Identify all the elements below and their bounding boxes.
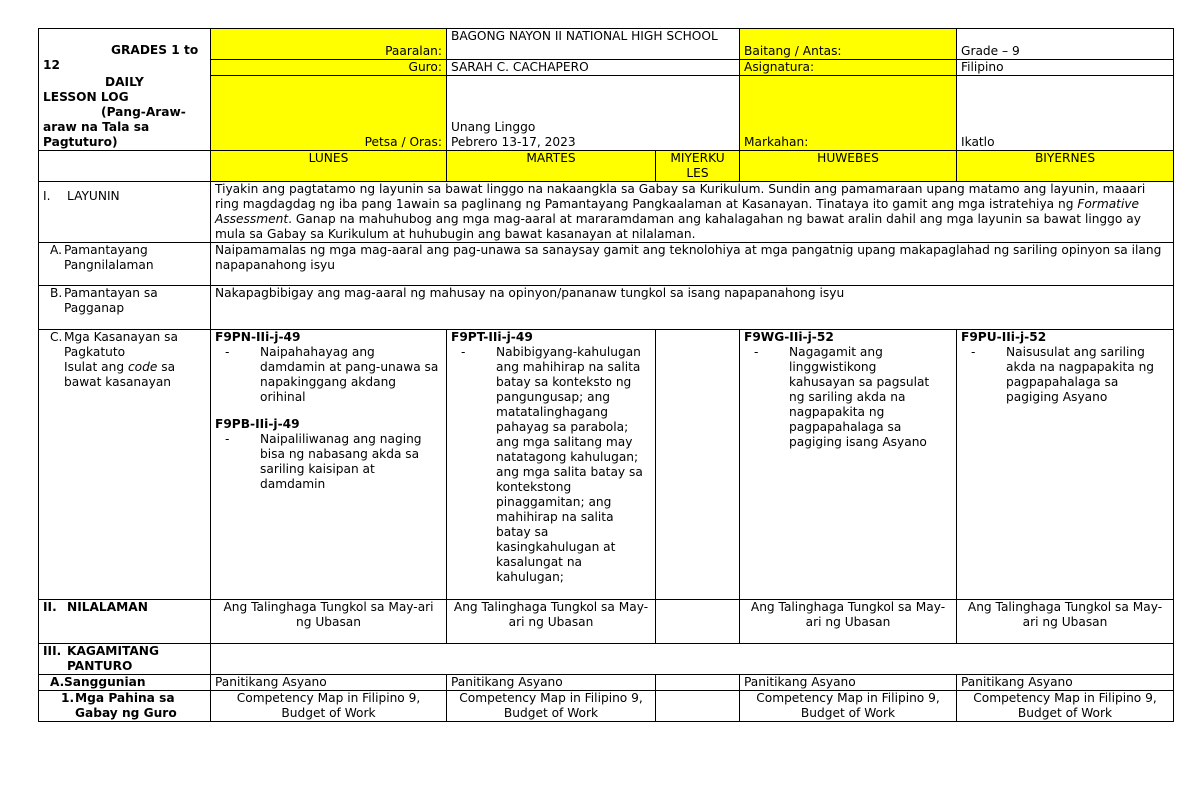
- nilalaman-huwebes: Ang Talinghaga Tungkol sa May-ari ng Ubasan: [740, 600, 957, 644]
- kasanayan-label: [39, 330, 211, 600]
- layunin-title: LAYUNIN: [67, 189, 120, 203]
- dll-title-cell: [39, 29, 211, 151]
- ks-number: C.: [50, 330, 63, 344]
- pahina-miyerkules: [656, 691, 740, 722]
- sanggunian-title: Sanggunian: [64, 675, 146, 689]
- ks-title-1: Mga Kasanayan sa: [64, 330, 178, 344]
- day-header-miyerkules: [656, 151, 740, 182]
- martes-code: F9PT-IIi-j-49: [451, 330, 533, 344]
- pg-title-1: Pamantayan sa: [64, 286, 158, 300]
- huwebes-item: - Nagagamit ang linggwistikong kahusayan sa pagsulat ng sariling akda na nagpapakita ng pagpapahalaga sa pagiging isang Asyano: [754, 345, 952, 450]
- pg-number: B.: [50, 286, 63, 300]
- sanggunian-miyerkules: [656, 675, 740, 691]
- nilalaman-number: II.: [43, 600, 57, 614]
- martes-item: - Nabibigyang-kahulugan ang mahihirap na salita batay sa konteksto ng pangungusap; ang matatalinghagang pahayag sa parabola; ang mga salitang may natatagong kahulugan; ang mga salita batay sa kontekstong pinaggamitan; ang mahihirap na salita batay sa kasingkahulugan at kasalungat na kahulugan;: [461, 345, 651, 585]
- kasanayan-martes: [447, 330, 656, 600]
- sanggunian-biyernes: Panitikang Asyano: [957, 675, 1174, 691]
- asignatura-value: Filipino: [957, 60, 1174, 76]
- kagamitan-number: III.: [43, 644, 62, 658]
- pamantayan-pagganap-label: [39, 286, 211, 330]
- pamantayang-pangnilalaman-label: [39, 243, 211, 286]
- ks-sub-italic: code: [127, 360, 158, 374]
- ks-subtitle: [64, 360, 178, 375]
- ks-sub-2: sa: [157, 360, 176, 374]
- daily-label: DAILY: [105, 75, 144, 89]
- markahan-label: Markahan:: [740, 76, 957, 151]
- pahina-number: 1.: [61, 691, 75, 705]
- huwebes-code: F9WG-IIi-j-52: [744, 330, 834, 344]
- layunin-text-italic: Formative Assessment: [215, 197, 1140, 226]
- lunes-code-1: F9PN-IIi-j-49: [215, 330, 301, 344]
- sanggunian-martes: Panitikang Asyano: [447, 675, 656, 691]
- day-header-martes: MARTES: [447, 151, 656, 182]
- layunin-text-part1: Tiyakin ang pagtatamo ng layunin sa bawat linggo na nakaangkla sa Gabay sa Kurikulum. Sundin ang pamamaraan upang matamo ang layunin, maaari ring magdagdag ng iba pang 1awain sa paglinang ng Pamantayang Pangkaalaman at Kasanayan. Tinataya ito gamit ang mga istratehiya ng: [215, 182, 1146, 211]
- day-header-biyernes: BIYERNES: [957, 151, 1174, 182]
- grades-label: GRADES 1 to: [111, 43, 199, 57]
- sanggunian-lunes: Panitikang Asyano: [211, 675, 447, 691]
- tagalog-label-1: (Pang-Araw-: [101, 105, 186, 119]
- kagamitan-label: [39, 644, 211, 675]
- kasanayan-huwebes: [740, 330, 957, 600]
- pp-number: A.: [50, 243, 62, 257]
- pahina-lunes: Competency Map in Filipino 9, Budget of Work: [211, 691, 447, 722]
- petsa-label: Petsa / Oras:: [211, 76, 447, 151]
- asignatura-label: Asignatura:: [740, 60, 957, 76]
- pahina-biyernes: Competency Map in Filipino 9, Budget of Work: [957, 691, 1174, 722]
- markahan-value: Ikatlo: [957, 76, 1174, 151]
- nilalaman-martes: Ang Talinghaga Tungkol sa May-ari ng Ubasan: [447, 600, 656, 644]
- grades-label-cont: 12: [43, 58, 60, 72]
- baitang-value: Grade – 9: [957, 29, 1174, 60]
- ks-title-2: Pagkatuto: [64, 345, 126, 359]
- nilalaman-title: NILALAMAN: [67, 600, 148, 614]
- tagalog-label-2: araw na Tala sa: [43, 120, 150, 134]
- lesson-log-label: LESSON LOG: [43, 90, 129, 104]
- biyernes-code: F9PU-IIi-j-52: [961, 330, 1047, 344]
- miyerkules-part2: LES: [686, 166, 709, 180]
- pahina-title-2: Gabay ng Guro: [75, 706, 177, 720]
- sanggunian-number: A.: [50, 675, 65, 689]
- day-header-lunes: LUNES: [211, 151, 447, 182]
- pahina-huwebes: Competency Map in Filipino 9, Budget of Work: [740, 691, 957, 722]
- nilalaman-biyernes: Ang Talinghaga Tungkol sa May-ari ng Ubasan: [957, 600, 1174, 644]
- pahina-title-1: Mga Pahina sa: [75, 691, 175, 705]
- guro-label: Guro:: [211, 60, 447, 76]
- layunin-text: [211, 182, 1174, 243]
- pahina-martes: Competency Map in Filipino 9, Budget of Work: [447, 691, 656, 722]
- guro-value: SARAH C. CACHAPERO: [447, 60, 740, 76]
- layunin-text-part2: . Ganap na mahuhubog ang mga mag-aaral at mararamdaman ang kahalagahan ng bawat aralin dahil ang mga layunin sa bawat linggo ay mula sa Gabay sa Kurikulum at huhubugin ang bawat kasanayan at nilalaman.: [215, 212, 1141, 241]
- miyerkules-part1: MIYERKU: [670, 151, 725, 165]
- biyernes-item: - Naisusulat ang sariling akda na nagpapakita ng pagpapahalaga sa pagiging Asyano: [971, 345, 1169, 405]
- pamantayang-pangnilalaman-text: Naipamamalas ng mga mag-aaral ang pag-unawa sa sanaysay gamit ang teknolohiya at mga pangatnig upang makapaglahad ng sariling opinyon sa ilang napapanahong isyu: [211, 243, 1174, 286]
- kasanayan-lunes: [211, 330, 447, 600]
- ks-sub-3: bawat kasanayan: [64, 375, 172, 389]
- sanggunian-label: [39, 675, 211, 691]
- layunin-number: I.: [43, 189, 51, 203]
- day-header-huwebes: HUWEBES: [740, 151, 957, 182]
- layunin-label: [39, 182, 211, 243]
- ks-sub-1: Isulat ang: [64, 360, 128, 374]
- kagamitan-blank: [211, 644, 1174, 675]
- kagamitan-title-2: PANTURO: [67, 659, 133, 673]
- paaralan-label: Paaralan:: [211, 29, 447, 60]
- kasanayan-biyernes: [957, 330, 1174, 600]
- pp-title-1: Pamantayang: [64, 243, 148, 257]
- pahina-label: [39, 691, 211, 722]
- nilalaman-label: [39, 600, 211, 644]
- tagalog-label-3: Pagtuturo): [43, 135, 118, 149]
- lunes-item-1: - Naipahahayag ang damdamin at pang-unawa sa napakinggang akdang orihinal: [225, 345, 442, 405]
- day-header-blank: [39, 151, 211, 182]
- baitang-label: Baitang / Antas:: [740, 29, 957, 60]
- daily-lesson-log-table: [38, 28, 1174, 722]
- pamantayan-pagganap-text: Nakapagbibigay ang mag-aaral ng mahusay na opinyon/pananaw tungkol sa isang napapanahong isyu: [211, 286, 1174, 330]
- pg-title-2: Pagganap: [64, 301, 125, 315]
- petsa-week: Unang Linggo: [451, 120, 536, 134]
- nilalaman-lunes: Ang Talinghaga Tungkol sa May-ari ng Ubasan: [211, 600, 447, 644]
- sanggunian-huwebes: Panitikang Asyano: [740, 675, 957, 691]
- lunes-item-2: - Naipaliliwanag ang naging bisa ng nabasang akda sa sariling kaisipan at damdamin: [225, 432, 442, 492]
- petsa-date: Pebrero 13-17, 2023: [451, 135, 576, 149]
- kasanayan-miyerkules: [656, 330, 740, 600]
- lunes-code-2: F9PB-IIi-j-49: [215, 417, 300, 431]
- nilalaman-miyerkules: [656, 600, 740, 644]
- kagamitan-title-1: KAGAMITANG: [67, 644, 159, 658]
- paaralan-value: BAGONG NAYON II NATIONAL HIGH SCHOOL: [447, 29, 740, 60]
- petsa-value: [447, 76, 740, 151]
- pp-title-2: Pangnilalaman: [64, 258, 154, 272]
